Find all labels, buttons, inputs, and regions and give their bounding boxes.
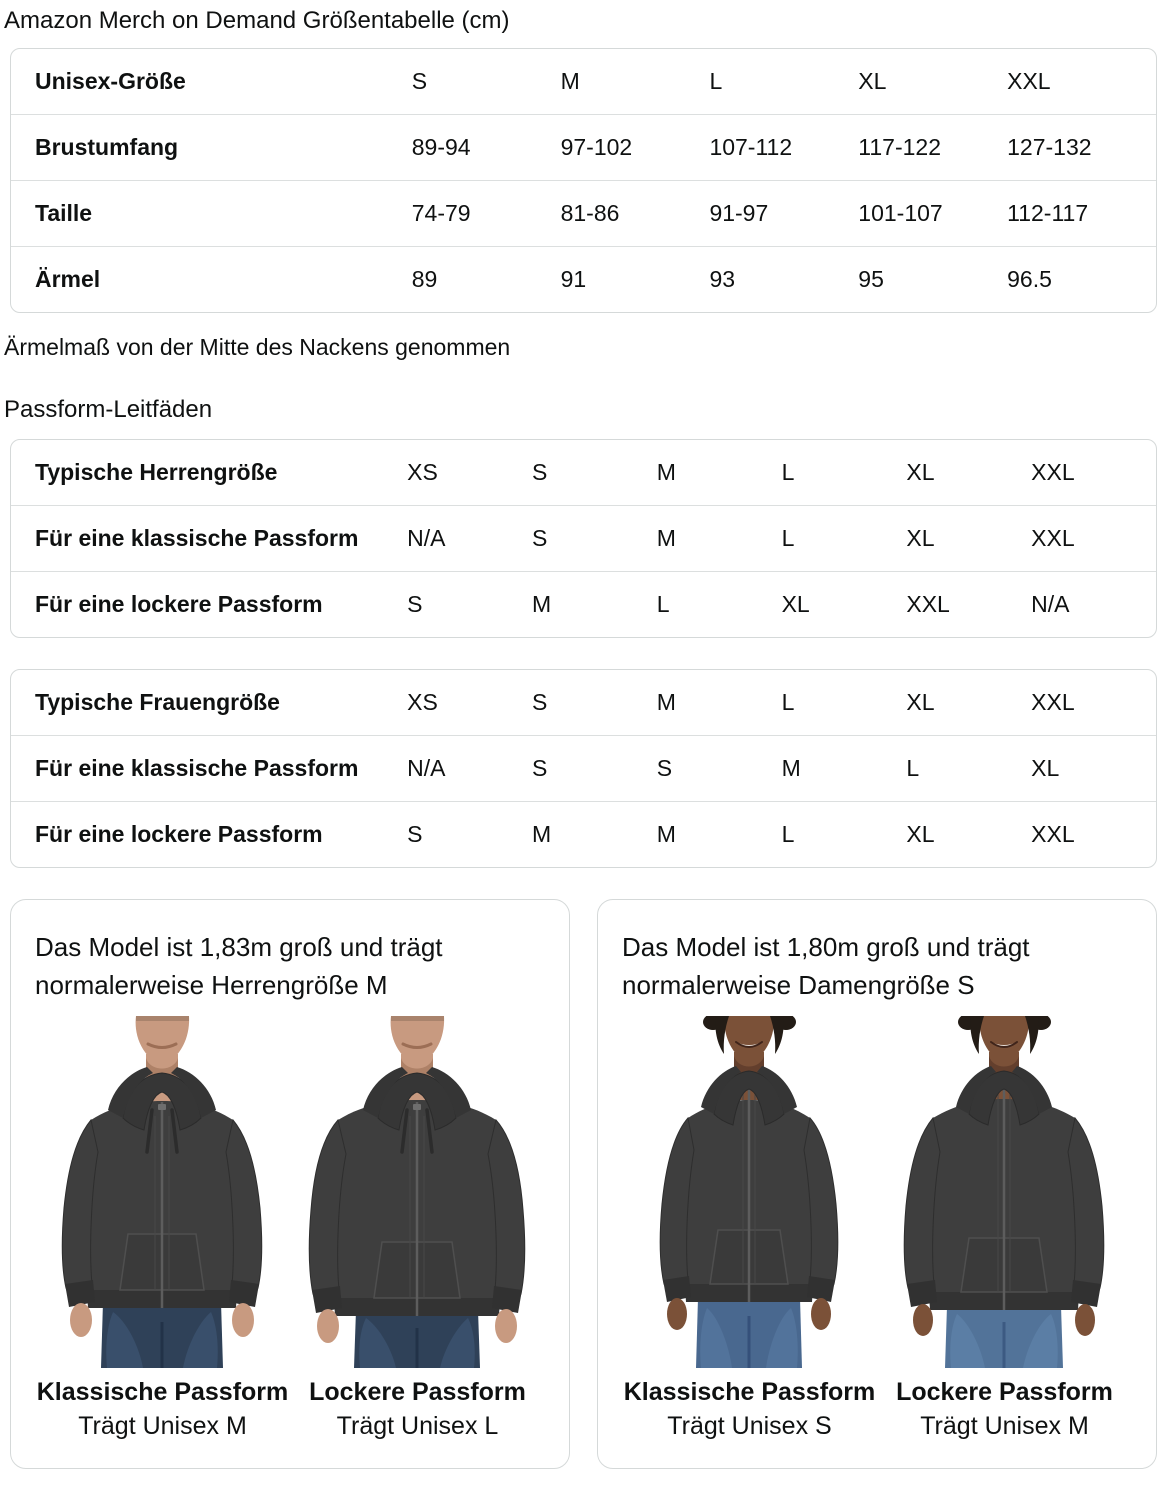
cell: L: [782, 506, 907, 572]
female-loose-fit-figure: [877, 1016, 1132, 1442]
size-caption: Trägt Unisex M: [78, 1412, 247, 1440]
cell: M: [782, 736, 907, 802]
cell: S: [532, 506, 657, 572]
cell: 89: [411, 266, 438, 292]
female-model-card: [597, 899, 1157, 1469]
page-title: Amazon Merch on Demand Größentabelle (cm): [4, 7, 510, 34]
row-label: Typische Herrengröße: [11, 440, 407, 506]
cell: N/A: [407, 506, 532, 572]
women-typical-size-row: [11, 670, 1156, 736]
male-model-card: [10, 899, 570, 1469]
cell: M: [531, 591, 552, 617]
cell: 112-117: [1007, 181, 1156, 247]
row-label: Ärmel: [35, 266, 101, 292]
cell: L: [782, 440, 907, 506]
table-row-sleeve: [11, 247, 1156, 313]
size-caption: Trägt Unisex L: [336, 1412, 499, 1440]
size-col-s: S: [412, 49, 561, 115]
size-col-xxl: XXL: [1007, 49, 1156, 115]
cell: XL: [906, 821, 935, 847]
cell: 101-107: [858, 181, 1007, 247]
fit-caption: Lockere Passform: [896, 1378, 1113, 1406]
men-classic-fit-row: [11, 506, 1156, 572]
size-caption: Trägt Unisex S: [667, 1412, 832, 1440]
male-model-headline: Das Model ist 1,83m groß und trägt normalerweise Herrengröße M: [35, 932, 443, 1000]
cell: XL: [906, 440, 1031, 506]
row-label: Für eine klassische Passform: [11, 736, 407, 802]
cell: L: [781, 821, 795, 847]
row-label: Brustumfang: [11, 115, 412, 181]
cell: XXL: [1031, 440, 1156, 506]
men-loose-fit-row: [11, 572, 1156, 638]
male-classic-fit-figure: [35, 1016, 290, 1442]
cell: XL: [906, 506, 1031, 572]
women-fit-table: [10, 669, 1157, 868]
female-model-headline: Das Model ist 1,80m groß und trägt normalerweise Damengröße S: [622, 932, 1030, 1000]
cell: 117-122: [858, 115, 1007, 181]
row-label: Taille: [11, 181, 412, 247]
fit-caption: Lockere Passform: [309, 1378, 526, 1406]
cell: 96.5: [1007, 266, 1052, 292]
cell: XXL: [1031, 670, 1156, 736]
cell: M: [657, 440, 782, 506]
cell: 81-86: [561, 181, 710, 247]
cell: 93: [709, 266, 736, 292]
table-row-chest: [11, 115, 1156, 181]
male-model-loose-fit-photo: [290, 1016, 545, 1368]
size-col-xl: XL: [858, 49, 1007, 115]
male-loose-fit-figure: [290, 1016, 545, 1442]
fit-caption: Klassische Passform: [623, 1378, 876, 1406]
size-col-m: M: [561, 49, 710, 115]
cell: XS: [407, 440, 532, 506]
row-label: Für eine lockere Passform: [35, 591, 323, 617]
cell: M: [656, 821, 676, 847]
women-loose-fit-row: [11, 802, 1156, 868]
cell: M: [531, 821, 552, 847]
cell: S: [532, 736, 657, 802]
cell: S: [532, 670, 657, 736]
fit-guides-heading: Passform-Leitfäden: [4, 396, 213, 423]
cell: XS: [407, 670, 532, 736]
cell: 97-102: [561, 115, 710, 181]
unisex-size-table: [10, 48, 1157, 313]
row-label: Typische Frauengröße: [11, 670, 407, 736]
cell: L: [656, 591, 670, 617]
model-cards: [10, 899, 1157, 1469]
women-classic-fit-row: [11, 736, 1156, 802]
size-col-l: L: [709, 49, 858, 115]
cell: S: [657, 736, 782, 802]
fit-caption: Klassische Passform: [36, 1378, 289, 1406]
cell: 74-79: [412, 181, 561, 247]
cell: M: [657, 670, 782, 736]
cell: XL: [781, 591, 810, 617]
female-model-figures: [622, 1016, 1132, 1442]
cell: 107-112: [709, 115, 858, 181]
row-label: Für eine klassische Passform: [11, 506, 407, 572]
cell: L: [906, 736, 1031, 802]
cell: XL: [906, 670, 1031, 736]
row-label: Für eine lockere Passform: [35, 821, 323, 847]
size-table-header-label: Unisex-Größe: [11, 49, 412, 115]
sleeve-measure-footnote: Ärmelmaß von der Mitte des Nackens genommen: [4, 334, 511, 360]
cell: XL: [1031, 736, 1156, 802]
cell: 91: [560, 266, 587, 292]
cell: L: [782, 670, 907, 736]
men-typical-size-row: [11, 440, 1156, 506]
female-model-classic-fit-photo: [622, 1016, 877, 1368]
size-caption: Trägt Unisex M: [920, 1412, 1089, 1440]
cell: S: [532, 440, 657, 506]
cell: S: [407, 821, 423, 847]
cell: 89-94: [412, 115, 561, 181]
male-model-figures: [35, 1016, 545, 1442]
table-row-waist: [11, 181, 1156, 247]
female-classic-fit-figure: [622, 1016, 877, 1442]
cell: XXL: [1031, 506, 1156, 572]
cell: S: [407, 591, 423, 617]
men-fit-table: [10, 439, 1157, 638]
cell: XXL: [1031, 821, 1075, 847]
size-table-header-row: [11, 49, 1156, 115]
cell: N/A: [407, 736, 532, 802]
cell: 127-132: [1007, 115, 1156, 181]
cell: XXL: [906, 591, 950, 617]
female-model-loose-fit-photo: [877, 1016, 1132, 1368]
cell: 91-97: [709, 181, 858, 247]
cell: M: [657, 506, 782, 572]
male-model-classic-fit-photo: [35, 1016, 290, 1368]
cell: 95: [858, 266, 884, 292]
cell: N/A: [1031, 591, 1070, 617]
